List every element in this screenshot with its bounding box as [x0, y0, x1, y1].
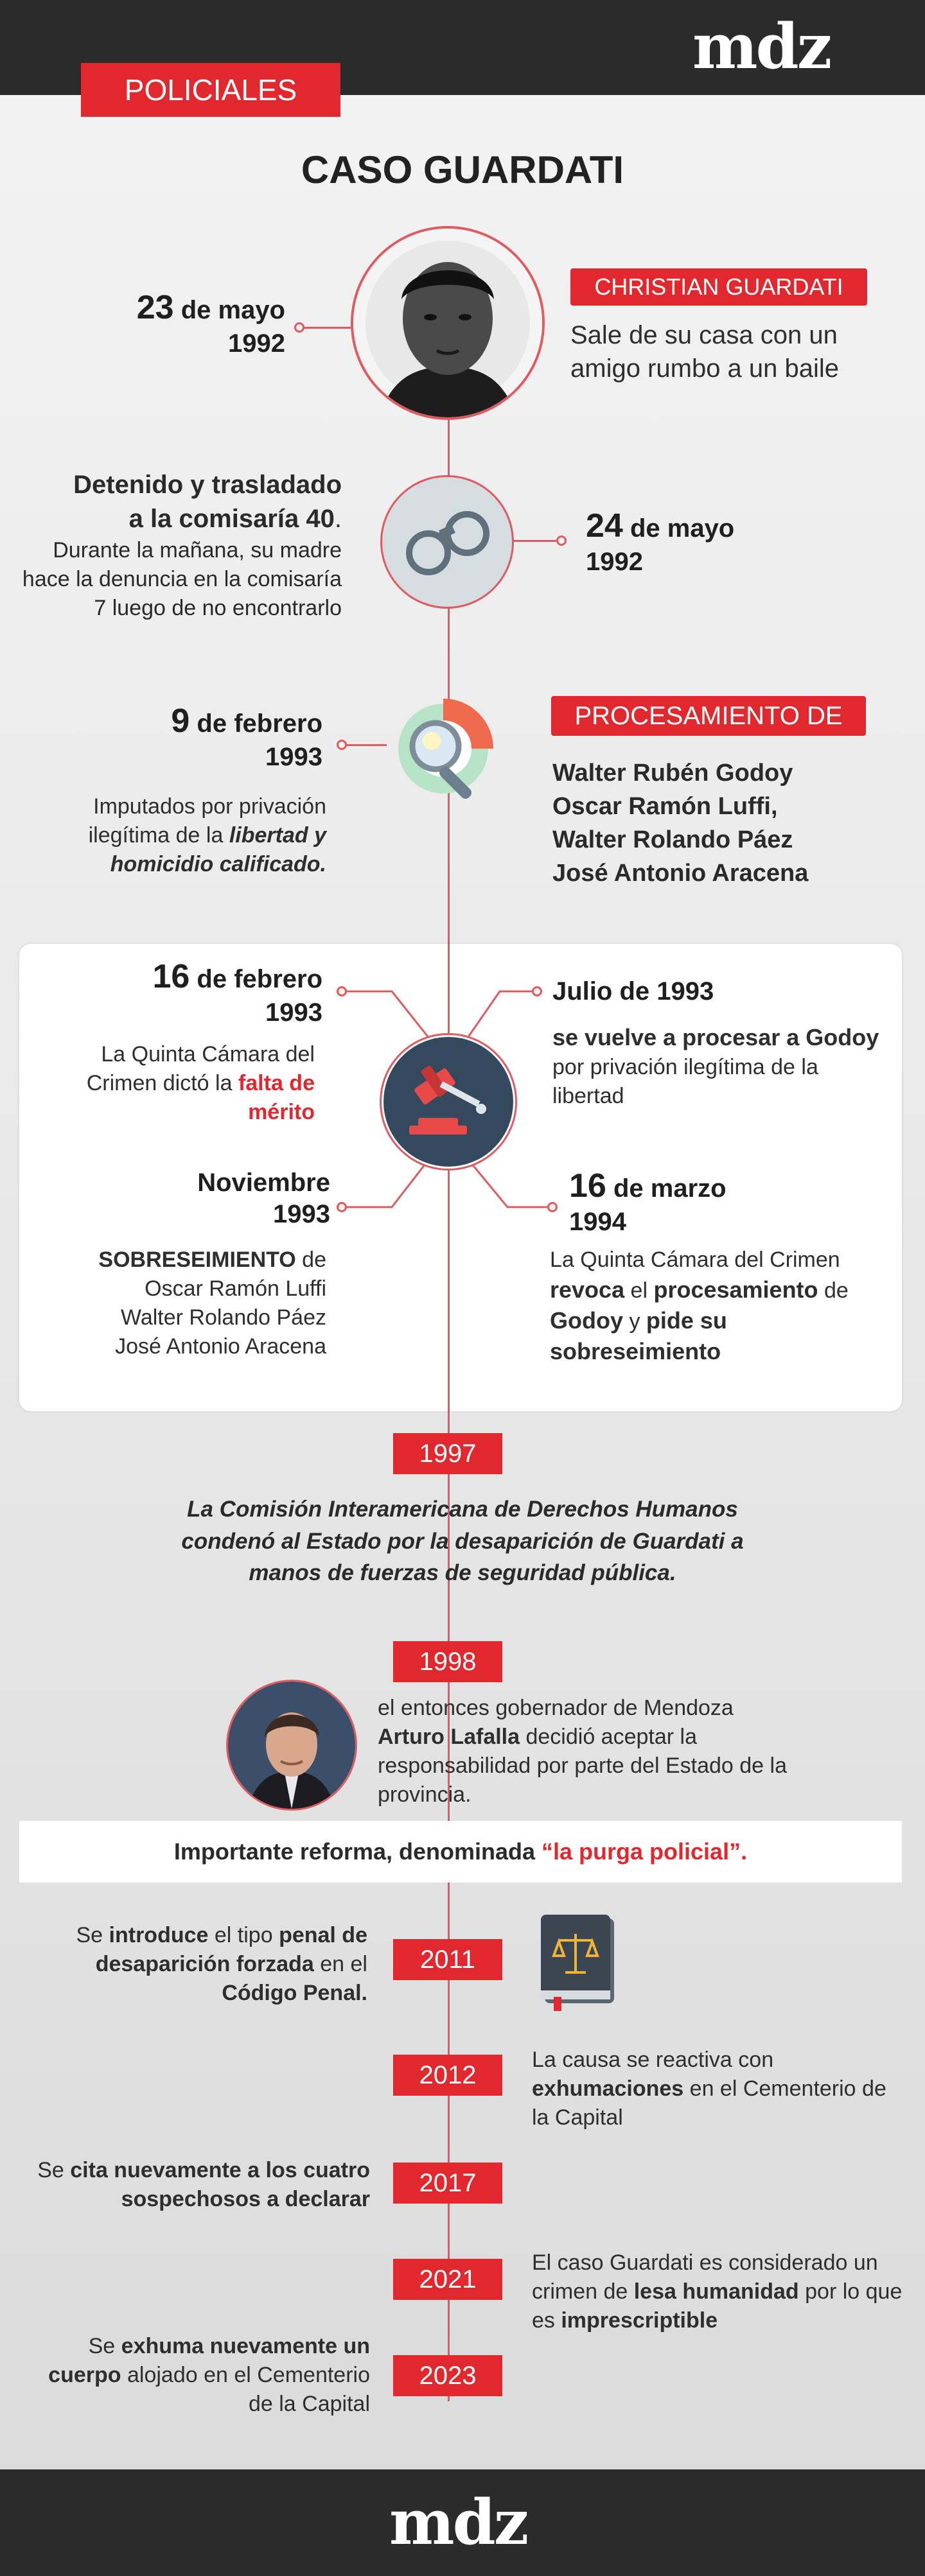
text-1998-t2: decidió aceptar la responsabilidad por parte del Estado de la provincia.: [378, 1724, 787, 1807]
event4-desc-red: falta de mérito: [238, 1070, 315, 1124]
magnifier-chart-svg: [385, 679, 514, 814]
portrait-guardati: [351, 226, 545, 420]
text-2023-t1: Se: [88, 2334, 121, 2358]
event3-desc-plain: Imputados por privación ilegítima de la: [88, 794, 326, 848]
law-book-icon: [534, 1911, 621, 2012]
text-2021: [532, 2249, 908, 2335]
reform-banner: [19, 1821, 902, 1883]
text-2017-b1: cita nuevamente a los cuatro sospechosos a declarar: [70, 2158, 370, 2211]
event4-date: [39, 957, 322, 1029]
event3-month: de febrero: [189, 709, 322, 738]
event2-left-text: [19, 467, 342, 622]
event5-date-text: Julio de 1993: [552, 977, 714, 1005]
processing-label[interactable]: PROCESAMIENTO DE: [551, 696, 866, 736]
event2-bold2: a la comisaría 40: [128, 505, 335, 533]
event2-month: de mayo: [622, 514, 735, 543]
text-2011-t1: Se: [76, 1923, 109, 1947]
event2-day: 24: [586, 507, 623, 544]
event5-rest: por privación ilegítima de la libertad: [552, 1054, 818, 1108]
year-badge-2017[interactable]: 2017: [393, 2163, 502, 2204]
event1-connector: [303, 327, 352, 329]
event7-t2: el: [624, 1278, 654, 1303]
event7-b4: pide su sobreseimiento: [550, 1307, 727, 1364]
text-2023: [39, 2332, 370, 2419]
text-2012: [532, 2046, 892, 2132]
event5-bold: se vuelve a procesar a Godoy: [552, 1024, 879, 1050]
event7-b3: Godoy: [550, 1307, 623, 1334]
event6-date: [39, 1167, 330, 1230]
event4-description: [39, 1040, 315, 1127]
year-badge-2012[interactable]: 2012: [393, 2055, 502, 2096]
event7-t4: y: [623, 1309, 646, 1334]
processing-name-4: José Antonio Aracena: [552, 860, 809, 887]
event6-year: 1993: [273, 1199, 330, 1228]
text-1998-t1: el entonces gobernador de Mendoza: [378, 1696, 734, 1720]
event3-connector: [346, 744, 387, 746]
reform-plain: Importante reforma, denominada: [173, 1838, 542, 1865]
header-logo-text: mdz: [692, 10, 831, 83]
text-2017: [19, 2156, 370, 2214]
event7-t1: La Quinta Cámara del Crimen: [550, 1248, 840, 1272]
event4-year: 1993: [265, 998, 322, 1027]
event4-month: de febrero: [189, 965, 322, 993]
event2-dot: [556, 535, 567, 546]
text-2011-b2: penal de desaparición forzada: [95, 1923, 367, 1976]
year-badge-1998[interactable]: 1998: [393, 1641, 502, 1682]
handcuffs-icon: [382, 477, 512, 607]
event1-year: 1992: [228, 329, 285, 358]
text-1998-b1: Arturo Lafalla: [378, 1724, 520, 1749]
event7-t3: de: [818, 1278, 849, 1303]
header-logo[interactable]: [692, 12, 830, 82]
text-1998: [378, 1694, 789, 1809]
text-2011-b1: introduce: [109, 1923, 209, 1947]
year-badge-2021[interactable]: 2021: [393, 2259, 502, 2300]
event3-day: 9: [171, 702, 190, 740]
processing-name-2: Oscar Ramón Luffi,: [552, 793, 778, 820]
text-2021-t2: por lo que es: [532, 2279, 903, 2333]
event2-connector: [514, 540, 558, 542]
text-2017-t1: Se: [37, 2158, 71, 2182]
portrait-lafalla: [226, 1680, 357, 1811]
event6-name-2: Walter Rolando Páez: [120, 1305, 326, 1330]
event1-description: Sale de su casa con un amigo rumbo a un baile: [570, 321, 840, 383]
event2-dot-punct: .: [334, 505, 342, 533]
event6-name-1: Oscar Ramón Luffi: [145, 1276, 326, 1301]
text-2011-t2: el tipo: [208, 1923, 279, 1947]
page-title: CASO GUARDATI: [301, 148, 624, 191]
event6-bold: SOBRESEIMIENTO: [98, 1248, 296, 1272]
text-2021-b1: lesa humanidad: [633, 2279, 799, 2304]
event3-year: 1993: [265, 743, 322, 772]
text-2011-b3: Código Penal.: [222, 1980, 367, 2005]
footer-logo[interactable]: [389, 2487, 527, 2558]
event5-description: [552, 1022, 886, 1111]
text-1997: La Comisión Interamericana de Derechos Humanos condenó al Estado por la desaparición de Guardati a manos de fuerzas de seguridad pública.: [181, 1497, 744, 1586]
magnifier-chart-icon: [385, 679, 514, 814]
year-badge-1997[interactable]: 1997: [393, 1433, 502, 1474]
event3-desc-italic: libertad y homicidio calificado.: [110, 822, 326, 876]
law-book-svg: [534, 1911, 621, 2012]
processing-name-3: Walter Rolando Páez: [552, 826, 793, 853]
text-2012-t1: La causa se reactiva con: [532, 2048, 774, 2072]
year-badge-2023[interactable]: 2023: [393, 2355, 502, 2396]
processing-name-1: Walter Rubén Godoy: [552, 760, 793, 787]
portrait-guardati-svg: [353, 229, 542, 417]
text-2021-b2: imprescriptible: [561, 2308, 718, 2333]
event7-description: [550, 1246, 884, 1367]
footer-logo-text: mdz: [389, 2486, 527, 2559]
text-2011: [51, 1921, 367, 2008]
event6-name-3: José Antonio Aracena: [115, 1334, 326, 1359]
event3-date: [39, 701, 322, 773]
event2-date: [586, 506, 843, 578]
portrait-lafalla-svg: [228, 1682, 355, 1809]
gavel-icon: [383, 1037, 513, 1167]
text-2012-t2: en el Cementerio de la Capital: [532, 2076, 886, 2130]
event6-description: [39, 1246, 326, 1361]
event7-year: 1994: [569, 1208, 626, 1237]
event4-day: 16: [152, 958, 190, 995]
text-2012-b1: exhumaciones: [532, 2076, 684, 2101]
processing-names: [552, 756, 886, 890]
year-badge-2011[interactable]: 2011: [393, 1939, 502, 1980]
event2-year: 1992: [586, 548, 643, 577]
event2-bold1: Detenido y trasladado: [73, 471, 342, 499]
text-2011-t3: en el: [313, 1951, 367, 1976]
text-2023-t2: alojado en el Cementerio de la Capital: [121, 2362, 370, 2416]
gavel-circle: [382, 1035, 515, 1169]
event4-desc-plain: La Quinta Cámara del Crimen dictó la: [86, 1042, 315, 1095]
name-label-guardati[interactable]: CHRISTIAN GUARDATI: [570, 268, 867, 306]
reform-red: “la purga policial”.: [542, 1838, 748, 1865]
event4-dot: [337, 986, 347, 996]
event5-dot: [532, 986, 542, 996]
event6-month: Noviembre: [197, 1169, 330, 1197]
event1-date: [39, 288, 285, 360]
event7-b1: revoca: [550, 1276, 625, 1303]
event6-dot: [337, 1202, 347, 1212]
event7-b2: procesamiento: [653, 1276, 818, 1303]
event7-date: [569, 1166, 839, 1238]
event5-date: [552, 976, 886, 1007]
event3-description: [39, 792, 326, 879]
event7-dot: [547, 1202, 558, 1212]
event7-day: 16: [569, 1167, 606, 1205]
handcuffs-circle: [380, 475, 514, 609]
text-2023-b1: exhuma nuevamente un cuerpo: [48, 2334, 370, 2387]
event7-month: de marzo: [606, 1174, 727, 1203]
event1-day: 23: [136, 289, 174, 326]
event2-rest: Durante la mañana, su madre hace la denuncia en la comisaría 7 luego de no encontrarlo: [22, 537, 342, 620]
event6-rest: de: [295, 1248, 326, 1272]
section-label[interactable]: POLICIALES: [81, 63, 340, 117]
event1-month: de mayo: [173, 296, 285, 324]
text-2021-t1: El caso Guardati es considerado un crimen de: [532, 2250, 878, 2304]
